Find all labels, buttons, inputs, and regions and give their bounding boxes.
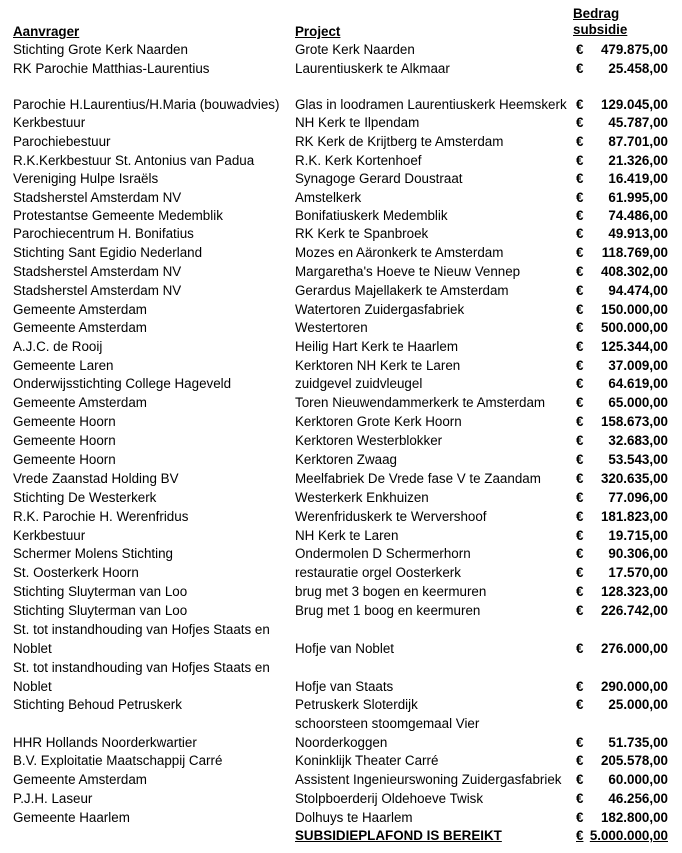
applicant-cell: Stadsherstel Amsterdam NV: [13, 283, 182, 298]
currency-cell: €: [576, 97, 584, 112]
amount-cell: 77.096,00: [608, 490, 668, 505]
currency-cell: €: [576, 339, 584, 354]
amount-cell: 226.742,00: [600, 603, 668, 618]
currency-cell: €: [576, 565, 584, 580]
amount-cell: 150.000,00: [600, 302, 668, 317]
amount-cell: 17.570,00: [608, 565, 668, 580]
applicant-cell: Kerkbestuur: [13, 115, 86, 130]
currency-cell: €: [576, 302, 584, 317]
project-cell: Assistent Ingenieurswoning Zuidergasfabriek: [295, 772, 562, 787]
project-cell: RK Kerk de Krijtberg te Amsterdam: [295, 134, 504, 149]
applicant-cell: Gemeente Amsterdam: [13, 320, 147, 335]
currency-cell: €: [576, 395, 584, 410]
table-row: [0, 151, 682, 170]
applicant-cell: P.J.H. Laseur: [13, 791, 93, 806]
applicant-cell: B.V. Exploitatie Maatschappij Carré: [13, 753, 223, 768]
project-cell: Werenfriduskerk te Wervershoof: [295, 509, 487, 524]
table-row-wrap: [0, 620, 682, 639]
currency-cell: €: [576, 509, 584, 524]
applicant-cell: Protestantse Gemeente Medemblik: [13, 208, 223, 223]
table-row: [0, 40, 682, 59]
currency-cell: €: [576, 433, 584, 448]
table-row: [0, 224, 682, 243]
table-row-wrap: [0, 714, 682, 733]
applicant-cell: Kerkbestuur: [13, 528, 86, 543]
project-cell: Kerktoren NH Kerk te Laren: [295, 358, 461, 373]
applicant-cell: Noblet: [13, 641, 52, 656]
table-row: [0, 770, 682, 789]
total-row: [0, 826, 682, 845]
applicant-cell: Vereniging Hulpe Israëls: [13, 171, 159, 186]
applicant-cell: Gemeente Haarlem: [13, 810, 130, 825]
applicant-cell: Stichting Sluyterman van Loo: [13, 603, 188, 618]
project-cell: Watertoren Zuidergasfabriek: [295, 302, 465, 317]
table-row: [0, 262, 682, 281]
applicant-cell: Gemeente Laren: [13, 358, 114, 373]
table-row: [0, 450, 682, 469]
currency-cell: €: [576, 245, 584, 260]
amount-cell: 64.619,00: [608, 376, 668, 391]
amount-cell: 87.701,00: [608, 134, 668, 149]
applicant-cell: Parochiebestuur: [13, 134, 111, 149]
header-amount-line2: subsidie: [573, 22, 628, 37]
table-row: [0, 356, 682, 375]
table-row: [0, 337, 682, 356]
project-cell: Kerktoren Zwaag: [295, 452, 397, 467]
table-row: [0, 188, 682, 207]
table-row: [0, 300, 682, 319]
currency-cell: €: [576, 471, 584, 486]
amount-cell: 53.543,00: [608, 452, 668, 467]
amount-cell: 479.875,00: [600, 42, 668, 57]
currency-cell: €: [576, 358, 584, 373]
project-cell: Grote Kerk Naarden: [295, 42, 415, 57]
amount-cell: 61.995,00: [608, 190, 668, 205]
amount-cell: 205.578,00: [600, 753, 668, 768]
project-cell: Laurentiuskerk te Alkmaar: [295, 61, 450, 76]
currency-cell: €: [576, 42, 584, 57]
currency-cell: €: [576, 283, 584, 298]
applicant-cell: Gemeente Amsterdam: [13, 395, 147, 410]
amount-cell: 19.715,00: [608, 528, 668, 543]
table-row: [0, 318, 682, 337]
table-row: [0, 733, 682, 752]
project-cell-line1: schoorsteen stoomgemaal Vier: [295, 716, 480, 731]
currency-cell: €: [576, 753, 584, 768]
currency-cell: €: [576, 208, 584, 223]
currency-cell: €: [576, 320, 584, 335]
table-row: [0, 751, 682, 770]
applicant-cell: RK Parochie Matthias-Laurentius: [13, 61, 210, 76]
amount-cell: 74.486,00: [608, 208, 668, 223]
amount-cell: 60.000,00: [608, 772, 668, 787]
applicant-cell: Gemeente Hoorn: [13, 452, 116, 467]
amount-cell: 181.823,00: [600, 509, 668, 524]
amount-cell: 408.302,00: [600, 264, 668, 279]
amount-cell: 128.323,00: [600, 584, 668, 599]
amount-cell: 129.045,00: [600, 97, 668, 112]
currency-cell: €: [576, 61, 584, 76]
amount-cell: 158.673,00: [600, 414, 668, 429]
applicant-cell: R.K. Parochie H. Werenfridus: [13, 509, 189, 524]
applicant-cell: Parochie H.Laurentius/H.Maria (bouwadvies): [13, 97, 280, 112]
currency-cell: €: [576, 546, 584, 561]
currency-cell: €: [576, 641, 584, 656]
project-cell: Kerktoren Westerblokker: [295, 433, 443, 448]
table-row: [0, 563, 682, 582]
project-cell: NH Kerk te Laren: [295, 528, 399, 543]
project-cell: zuidgevel zuidvleugel: [295, 376, 423, 391]
amount-cell: 290.000,00: [600, 679, 668, 694]
applicant-cell: Gemeente Hoorn: [13, 433, 116, 448]
project-cell: Koninklijk Theater Carré: [295, 753, 439, 768]
applicant-cell-line1: St. tot instandhouding van Hofjes Staats en: [13, 660, 270, 675]
table-row: [0, 393, 682, 412]
table-row: [0, 243, 682, 262]
amount-cell: 46.256,00: [608, 791, 668, 806]
table-row: [0, 808, 682, 827]
amount-cell: 182.800,00: [600, 810, 668, 825]
currency-cell: €: [576, 134, 584, 149]
applicant-cell: St. Oosterkerk Hoorn: [13, 565, 139, 580]
currency-cell: €: [576, 679, 584, 694]
applicant-cell: Stichting De Westerkerk: [13, 490, 157, 505]
project-cell: Hofje van Noblet: [295, 641, 394, 656]
currency-cell: €: [576, 791, 584, 806]
project-cell: Synagoge Gerard Doustraat: [295, 171, 463, 186]
currency-cell: €: [576, 226, 584, 241]
currency-cell: €: [576, 376, 584, 391]
applicant-cell: HHR Hollands Noorderkwartier: [13, 735, 197, 750]
project-cell: Petruskerk Sloterdijk: [295, 697, 418, 712]
project-cell: Ondermolen D Schermerhorn: [295, 546, 471, 561]
table-row: [0, 582, 682, 601]
project-cell: Toren Nieuwendammerkerk te Amsterdam: [295, 395, 546, 410]
currency-cell: €: [576, 115, 584, 130]
currency-cell: €: [576, 414, 584, 429]
currency-cell: €: [576, 490, 584, 505]
applicant-cell: Gemeente Amsterdam: [13, 772, 147, 787]
table-row: [0, 507, 682, 526]
project-cell: Westertoren: [295, 320, 368, 335]
applicant-cell: Stichting Sant Egidio Nederland: [13, 245, 203, 260]
table-row: [0, 488, 682, 507]
header-amount-line1: Bedrag: [573, 6, 620, 21]
project-cell: Brug met 1 boog en keermuren: [295, 603, 481, 618]
project-cell: Amstelkerk: [295, 190, 362, 205]
header-applicant: Aanvrager: [13, 24, 80, 39]
amount-cell: 16.419,00: [608, 171, 668, 186]
table-row: [0, 639, 682, 658]
table-row: [0, 281, 682, 300]
table-row: [0, 412, 682, 431]
currency-cell: €: [576, 153, 584, 168]
applicant-cell-line1: St. tot instandhouding van Hofjes Staats en: [13, 622, 270, 637]
currency-cell: €: [576, 528, 584, 543]
project-cell: Noorderkoggen: [295, 735, 388, 750]
amount-cell: 45.787,00: [608, 115, 668, 130]
project-cell: restauratie orgel Oosterkerk: [295, 565, 461, 580]
applicant-cell: R.K.Kerkbestuur St. Antonius van Padua: [13, 153, 255, 168]
applicant-cell: Stichting Grote Kerk Naarden: [13, 42, 188, 57]
currency-cell: €: [576, 697, 584, 712]
currency-cell: €: [576, 452, 584, 467]
project-cell: Stolpboerderij Oldehoeve Twisk: [295, 791, 484, 806]
applicant-cell: Gemeente Hoorn: [13, 414, 116, 429]
applicant-cell: Vrede Zaanstad Holding BV: [13, 471, 179, 486]
currency-cell: €: [576, 171, 584, 186]
project-cell: RK Kerk te Spanbroek: [295, 226, 429, 241]
project-cell: Hofje van Staats: [295, 679, 394, 694]
table-row: [0, 431, 682, 450]
table-row: [0, 695, 682, 714]
total-amount: 5.000.000,00: [589, 828, 668, 843]
project-cell: Heilig Hart Kerk te Haarlem: [295, 339, 458, 354]
applicant-cell: Gemeente Amsterdam: [13, 302, 147, 317]
table-row: [0, 169, 682, 188]
table-row: [0, 544, 682, 563]
applicant-cell: Onderwijsstichting College Hageveld: [13, 376, 232, 391]
total-currency: €: [576, 828, 584, 843]
table-row: [0, 95, 682, 114]
table-row: [0, 113, 682, 132]
amount-cell: 51.735,00: [608, 735, 668, 750]
project-cell: Glas in loodramen Laurentiuskerk Heemskerk: [295, 97, 567, 112]
table-row: [0, 526, 682, 545]
project-cell: NH Kerk te Ilpendam: [295, 115, 420, 130]
currency-cell: €: [576, 603, 584, 618]
amount-cell: 37.009,00: [608, 358, 668, 373]
applicant-cell: Parochiecentrum H. Bonifatius: [13, 226, 194, 241]
table-row: [0, 677, 682, 696]
applicant-cell: Stadsherstel Amsterdam NV: [13, 190, 182, 205]
currency-cell: €: [576, 264, 584, 279]
currency-cell: €: [576, 190, 584, 205]
project-cell: Bonifatiuskerk Medemblik: [295, 208, 448, 223]
table-row: [0, 469, 682, 488]
project-cell: R.K. Kerk Kortenhoef: [295, 153, 422, 168]
amount-cell: 500.000,00: [600, 320, 668, 335]
project-cell: brug met 3 bogen en keermuren: [295, 584, 487, 599]
project-cell: Westerkerk Enkhuizen: [295, 490, 429, 505]
amount-cell: 25.458,00: [608, 61, 668, 76]
applicant-cell: Noblet: [13, 679, 52, 694]
currency-cell: €: [576, 735, 584, 750]
amount-cell: 118.769,00: [601, 245, 668, 260]
table-row: [0, 132, 682, 151]
project-cell: Meelfabriek De Vrede fase V te Zaandam: [295, 471, 541, 486]
amount-cell: 90.306,00: [608, 546, 668, 561]
amount-cell: 276.000,00: [600, 641, 668, 656]
project-cell: Dolhuys te Haarlem: [295, 810, 413, 825]
project-cell: Kerktoren Grote Kerk Hoorn: [295, 414, 462, 429]
amount-cell: 49.913,00: [608, 226, 668, 241]
total-label: SUBSIDIEPLAFOND IS BEREIKT: [295, 828, 502, 843]
applicant-cell: Schermer Molens Stichting: [13, 546, 174, 561]
currency-cell: €: [576, 584, 584, 599]
table-row-wrap: [0, 658, 682, 677]
table-row: [0, 206, 682, 225]
project-cell: Gerardus Majellakerk te Amsterdam: [295, 283, 509, 298]
amount-cell: 32.683,00: [608, 433, 668, 448]
project-cell: Margaretha's Hoeve te Nieuw Vennep: [295, 264, 521, 279]
amount-cell: 125.344,00: [600, 339, 668, 354]
applicant-cell: Stichting Behoud Petruskerk: [13, 697, 182, 712]
table-row: [0, 601, 682, 620]
table-row: [0, 374, 682, 393]
table-row: [0, 59, 682, 78]
applicant-cell: Stichting Sluyterman van Loo: [13, 584, 188, 599]
currency-cell: €: [576, 772, 584, 787]
applicant-cell: Stadsherstel Amsterdam NV: [13, 264, 182, 279]
table-row: [0, 789, 682, 808]
amount-cell: 65.000,00: [608, 395, 668, 410]
project-cell: Mozes en Aäronkerk te Amsterdam: [295, 245, 504, 260]
header-project: Project: [295, 24, 341, 39]
amount-cell: 21.326,00: [608, 153, 668, 168]
amount-cell: 320.635,00: [600, 471, 668, 486]
currency-cell: €: [576, 810, 584, 825]
amount-cell: 94.474,00: [608, 283, 668, 298]
amount-cell: 25.000,00: [608, 697, 668, 712]
applicant-cell: A.J.C. de Rooij: [13, 339, 103, 354]
